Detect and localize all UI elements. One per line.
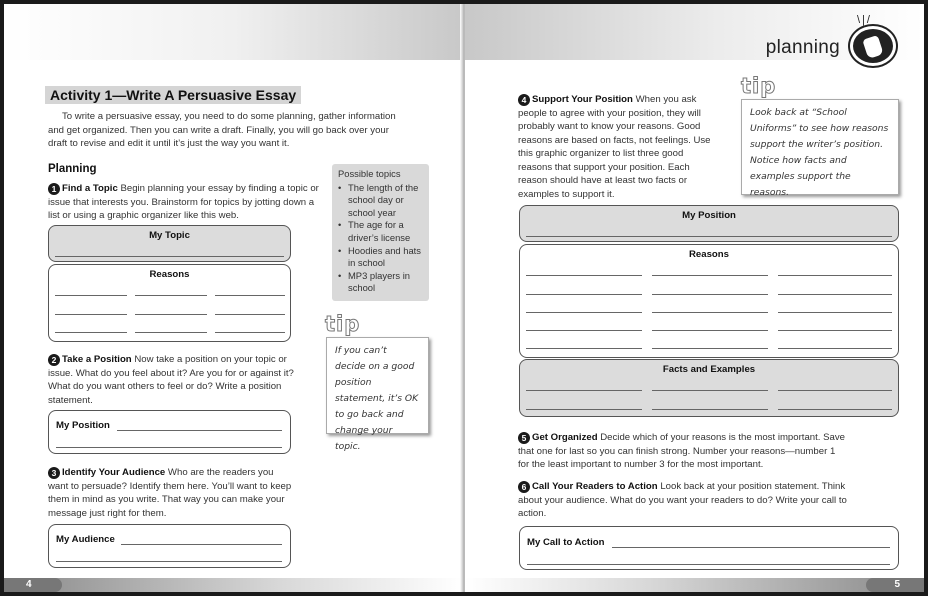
my-call-to-action-label: My Call to Action: [527, 537, 605, 548]
step-5-lead: Get Organized: [532, 432, 598, 443]
reason-line: [652, 348, 768, 349]
reason-line: [652, 330, 768, 331]
facts-examples-box[interactable]: [519, 359, 899, 417]
step-5-number: 5: [518, 432, 530, 444]
step-1-text: Begin planning your essay by finding a topic or issue that interests you. Brainstorm for topics by jotting down a list or using a graphic organizer like this web.: [48, 183, 319, 221]
reasons-box[interactable]: [48, 264, 291, 342]
step-6-text: Look back at your position statement. Think about your audience. What do you want your readers to do? Write your call to action.: [518, 481, 847, 519]
call-to-action-line: [527, 564, 890, 565]
step-5-paragraph: [518, 431, 848, 472]
planning-badge-icon: [850, 26, 896, 66]
left-page: [4, 4, 463, 592]
tip-logo: tip: [325, 312, 361, 336]
right-footer-band: [465, 578, 924, 592]
right-reasons-label: Reasons: [689, 249, 729, 260]
topic-item: • Hoodies and hats in school: [338, 245, 423, 270]
reason-line: [778, 312, 892, 313]
fact-line: [778, 390, 892, 391]
my-position-line: [117, 430, 282, 431]
facts-examples-label: Facts and Examples: [662, 364, 756, 375]
my-topic-line: [55, 256, 284, 257]
step-3-lead: Identify Your Audience: [62, 467, 166, 478]
reason-line: [526, 275, 642, 276]
my-audience-line: [121, 544, 282, 545]
step-3-paragraph: [48, 466, 296, 520]
my-audience-box[interactable]: [48, 524, 291, 568]
call-to-action-line: [612, 547, 890, 548]
fact-line: [778, 409, 892, 410]
step-6-paragraph: [518, 480, 848, 521]
step-1-number: 1: [48, 183, 60, 195]
step-4-paragraph: [518, 93, 713, 201]
possible-topics-list: [338, 182, 423, 295]
step-4-text: When you ask people to agree with your position, they will probably want to know your reasons. Good reasons are based on facts, not feelings. Use this graphic organizer to list three good reasons that support your position. Each reason should have at least two facts or examples to support it.: [518, 94, 711, 200]
right-my-position-line: [526, 236, 892, 237]
my-call-to-action-box[interactable]: [519, 526, 899, 570]
topic-item: • The length of the school day or school year: [338, 182, 423, 220]
left-footer-band: [4, 578, 463, 592]
reason-line: [55, 332, 127, 333]
planning-heading: Planning: [48, 163, 97, 175]
topic-item: • MP3 players in school: [338, 270, 423, 295]
step-4-number: 4: [518, 94, 530, 106]
page-number-right: 5: [866, 578, 924, 592]
step-2-paragraph: [48, 353, 298, 407]
step-2-text: Now take a position on your topic or issue. What do you feel about it? Are you for or against it? What do you want others to feel or do? Write a position statement.: [48, 354, 294, 406]
reason-line: [135, 295, 207, 296]
step-3-number: 3: [48, 467, 60, 479]
possible-topics-heading: Possible topics: [338, 168, 401, 179]
reason-line: [652, 312, 768, 313]
book-spread: [4, 4, 924, 592]
reason-line: [778, 348, 892, 349]
reason-line: [55, 314, 127, 315]
reason-line: [526, 294, 642, 295]
reason-line: [778, 294, 892, 295]
step-1-paragraph: [48, 182, 326, 223]
intro-paragraph: To write a persuasive essay, you need to do some planning, gather information and get organized. Then you can write a draft. Finally, you will go back over your draft to revise and edit it until it’s just the way you want it.: [48, 111, 396, 149]
step-2-number: 2: [48, 354, 60, 366]
reason-line: [215, 314, 285, 315]
page-number-left: 4: [4, 578, 62, 592]
my-audience-line: [56, 561, 282, 562]
reason-line: [652, 294, 768, 295]
step-6-lead: Call Your Readers to Action: [532, 481, 658, 492]
reason-line: [215, 332, 285, 333]
fact-line: [526, 409, 642, 410]
reason-line: [135, 314, 207, 315]
reason-line: [215, 295, 285, 296]
fact-line: [652, 409, 768, 410]
tip-note-left: If you can’t decide on a good position statement, it’s OK to go back and change your topic.: [326, 337, 429, 434]
tip-note-right: Look back at “School Uniforms” to see how reasons support the writer’s position. Notice how facts and examples support the reasons.: [741, 99, 899, 195]
step-2-lead: Take a Position: [62, 354, 132, 365]
reason-line: [135, 332, 207, 333]
badge-rays: \|/: [857, 14, 872, 26]
right-my-position-box[interactable]: [519, 205, 899, 242]
right-reasons-box[interactable]: [519, 244, 899, 358]
activity-title: Activity 1—Write A Persuasive Essay: [45, 86, 301, 104]
right-page: [465, 4, 924, 592]
tip-logo: tip: [741, 74, 777, 98]
my-topic-box[interactable]: [48, 225, 291, 262]
fact-line: [526, 390, 642, 391]
reason-line: [55, 295, 127, 296]
reason-line: [526, 330, 642, 331]
reason-line: [526, 312, 642, 313]
hand-icon: [862, 35, 883, 59]
reasons-label: Reasons: [149, 269, 190, 280]
step-6-number: 6: [518, 481, 530, 493]
reason-line: [778, 275, 892, 276]
reason-line: [526, 348, 642, 349]
my-position-box[interactable]: [48, 410, 291, 454]
left-header-band: [4, 4, 463, 60]
possible-topics-sidebar: [332, 164, 429, 301]
step-5-text: Decide which of your reasons is the most important. Save that one for last so you can finish strong. Number your reasons—number 1 for the least important to number 3 for the most important.: [518, 432, 846, 470]
my-position-line: [56, 447, 282, 448]
step-1-lead: Find a Topic: [62, 183, 118, 194]
step-4-lead: Support Your Position: [532, 94, 633, 105]
topic-item: • The age for a driver’s license: [338, 219, 423, 244]
section-heading: planning: [765, 37, 840, 58]
fact-line: [652, 390, 768, 391]
reason-line: [652, 275, 768, 276]
my-position-label: My Position: [56, 420, 110, 431]
my-topic-label: My Topic: [149, 230, 190, 241]
right-my-position-label: My Position: [682, 210, 736, 221]
reason-line: [778, 330, 892, 331]
my-audience-label: My Audience: [56, 534, 115, 545]
step-3-text: Who are the readers you want to persuade? Identify them here. You’ll want to keep them in mind as you write. That way you can make your message just right for them.: [48, 467, 292, 519]
